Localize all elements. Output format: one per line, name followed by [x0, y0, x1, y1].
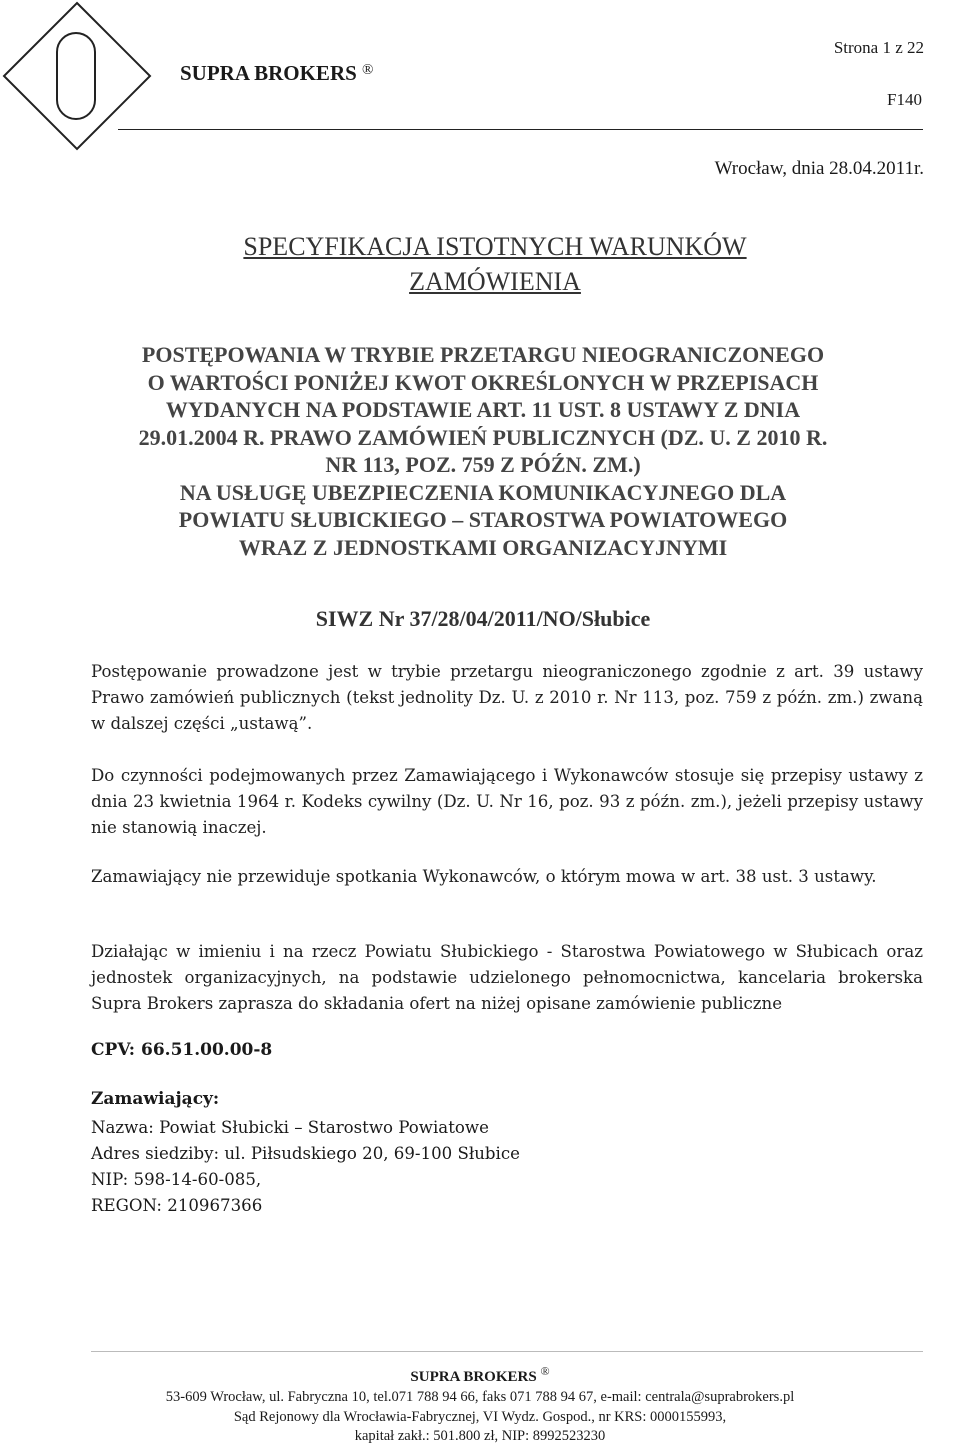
subtitle-line: 29.01.2004 R. PRAWO ZAMÓWIEŃ PUBLICZNYCH (DZ. U. Z 2010 R.: [138, 424, 828, 450]
supra-brokers-logo-icon: [2, 0, 158, 157]
contracting-authority-details: [91, 1115, 520, 1219]
document-title: [0, 229, 960, 299]
brand-name: SUPRA BROKERS ®: [180, 61, 374, 85]
subtitle-line: NA USŁUGĘ UBEZPIECZENIA KOMUNIKACYJNEGO DLA: [179, 479, 787, 505]
footer-divider: [91, 1351, 923, 1352]
title-line: SPECYFIKACJA ISTOTNYCH WARUNKÓW: [243, 232, 747, 261]
authority-name: Nazwa: Powiat Słubicki – Starostwo Powiatowe: [91, 1118, 489, 1137]
subtitle-line: NR 113, POZ. 759 Z PÓŹN. ZM.): [325, 452, 641, 477]
footer-registry: Sąd Rejonowy dla Wrocławia-Fabrycznej, VI Wydz. Gospod., nr KRS: 0000155993,: [233, 1409, 727, 1425]
form-code: F140: [887, 90, 922, 109]
procedure-description: [0, 341, 960, 561]
authority-regon: REGON: 210967366: [91, 1196, 263, 1215]
paragraph-civil-code: Do czynności podejmowanych przez Zamawiającego i Wykonawców stosuje się przepisy ustawy z dnia 23 kwietnia 1964 r. Kodeks cywilny (Dz. U. Nr 16, poz. 93 z późn. zm.), jeżeli przepisy ustawy nie stanowią inaczej.: [91, 766, 923, 837]
registered-mark-icon: ®: [540, 1364, 550, 1378]
paragraph-procedure: Postępowanie prowadzone jest w trybie przetargu nieograniczonego zgodnie z art. 39 ustawy Prawo zamówień publicznych (tekst jednolity Dz. U. z 2010 r. Nr 113, poz. 759 z późn. zm.) zwaną w dalszej części „ustawą”.: [91, 662, 923, 733]
subtitle-line: POWIATU SŁUBICKIEGO – STAROSTWA POWIATOWEGO: [178, 507, 788, 532]
footer-brand: SUPRA BROKERS ®: [410, 1364, 550, 1385]
paragraph-invitation: Działając w imieniu i na rzecz Powiatu Słubickiego - Starostwa Powiatowego w Słubicach oraz jednostek organizacyjnych, na podstawie udzielonego pełnomocnictwa, kancelaria brokerska Supra Brokers zaprasza do składania ofert na niżej opisane zamówienie publiczne: [91, 942, 923, 1013]
date-line: Wrocław, dnia 28.04.2011r.: [714, 158, 924, 179]
subtitle-line: POSTĘPOWANIA W TRYBIE PRZETARGU NIEOGRANICZONEGO: [141, 342, 825, 367]
authority-address: Adres siedziby: ul. Piłsudskiego 20, 69-100 Słubice: [91, 1144, 520, 1163]
page-number: Strona 1 z 22: [833, 38, 924, 57]
cpv-code: CPV: 66.51.00.00-8: [91, 1040, 273, 1060]
paragraph-meeting: Zamawiający nie przewiduje spotkania Wykonawców, o którym mowa w art. 38 ust. 3 ustawy.: [91, 867, 877, 886]
subtitle-line: WYDANYCH NA PODSTAWIE ART. 11 UST. 8 USTAWY Z DNIA: [165, 397, 801, 422]
footer-contact: 53-609 Wrocław, ul. Fabryczna 10, tel.071 788 94 66, faks 071 788 94 67, e-mail: centrala@suprabrokers.pl: [165, 1389, 795, 1405]
header-divider: [118, 129, 923, 130]
authority-nip: NIP: 598-14-60-085,: [91, 1170, 262, 1189]
subtitle-line: WRAZ Z JEDNOSTKAMI ORGANIZACYJNYMI: [238, 534, 728, 560]
registered-mark-icon: ®: [362, 62, 374, 78]
title-line: ZAMÓWIENIA: [409, 267, 581, 296]
siwz-number: SIWZ Nr 37/28/04/2011/NO/Słubice: [315, 606, 651, 631]
subtitle-line: O WARTOŚCI PONIŻEJ KWOT OKREŚLONYCH W PRZEPISACH: [147, 369, 819, 395]
contracting-authority-heading: Zamawiający:: [91, 1089, 220, 1109]
footer-capital: kapitał zakł.: 501.800 zł, NIP: 8992523230: [354, 1428, 606, 1444]
